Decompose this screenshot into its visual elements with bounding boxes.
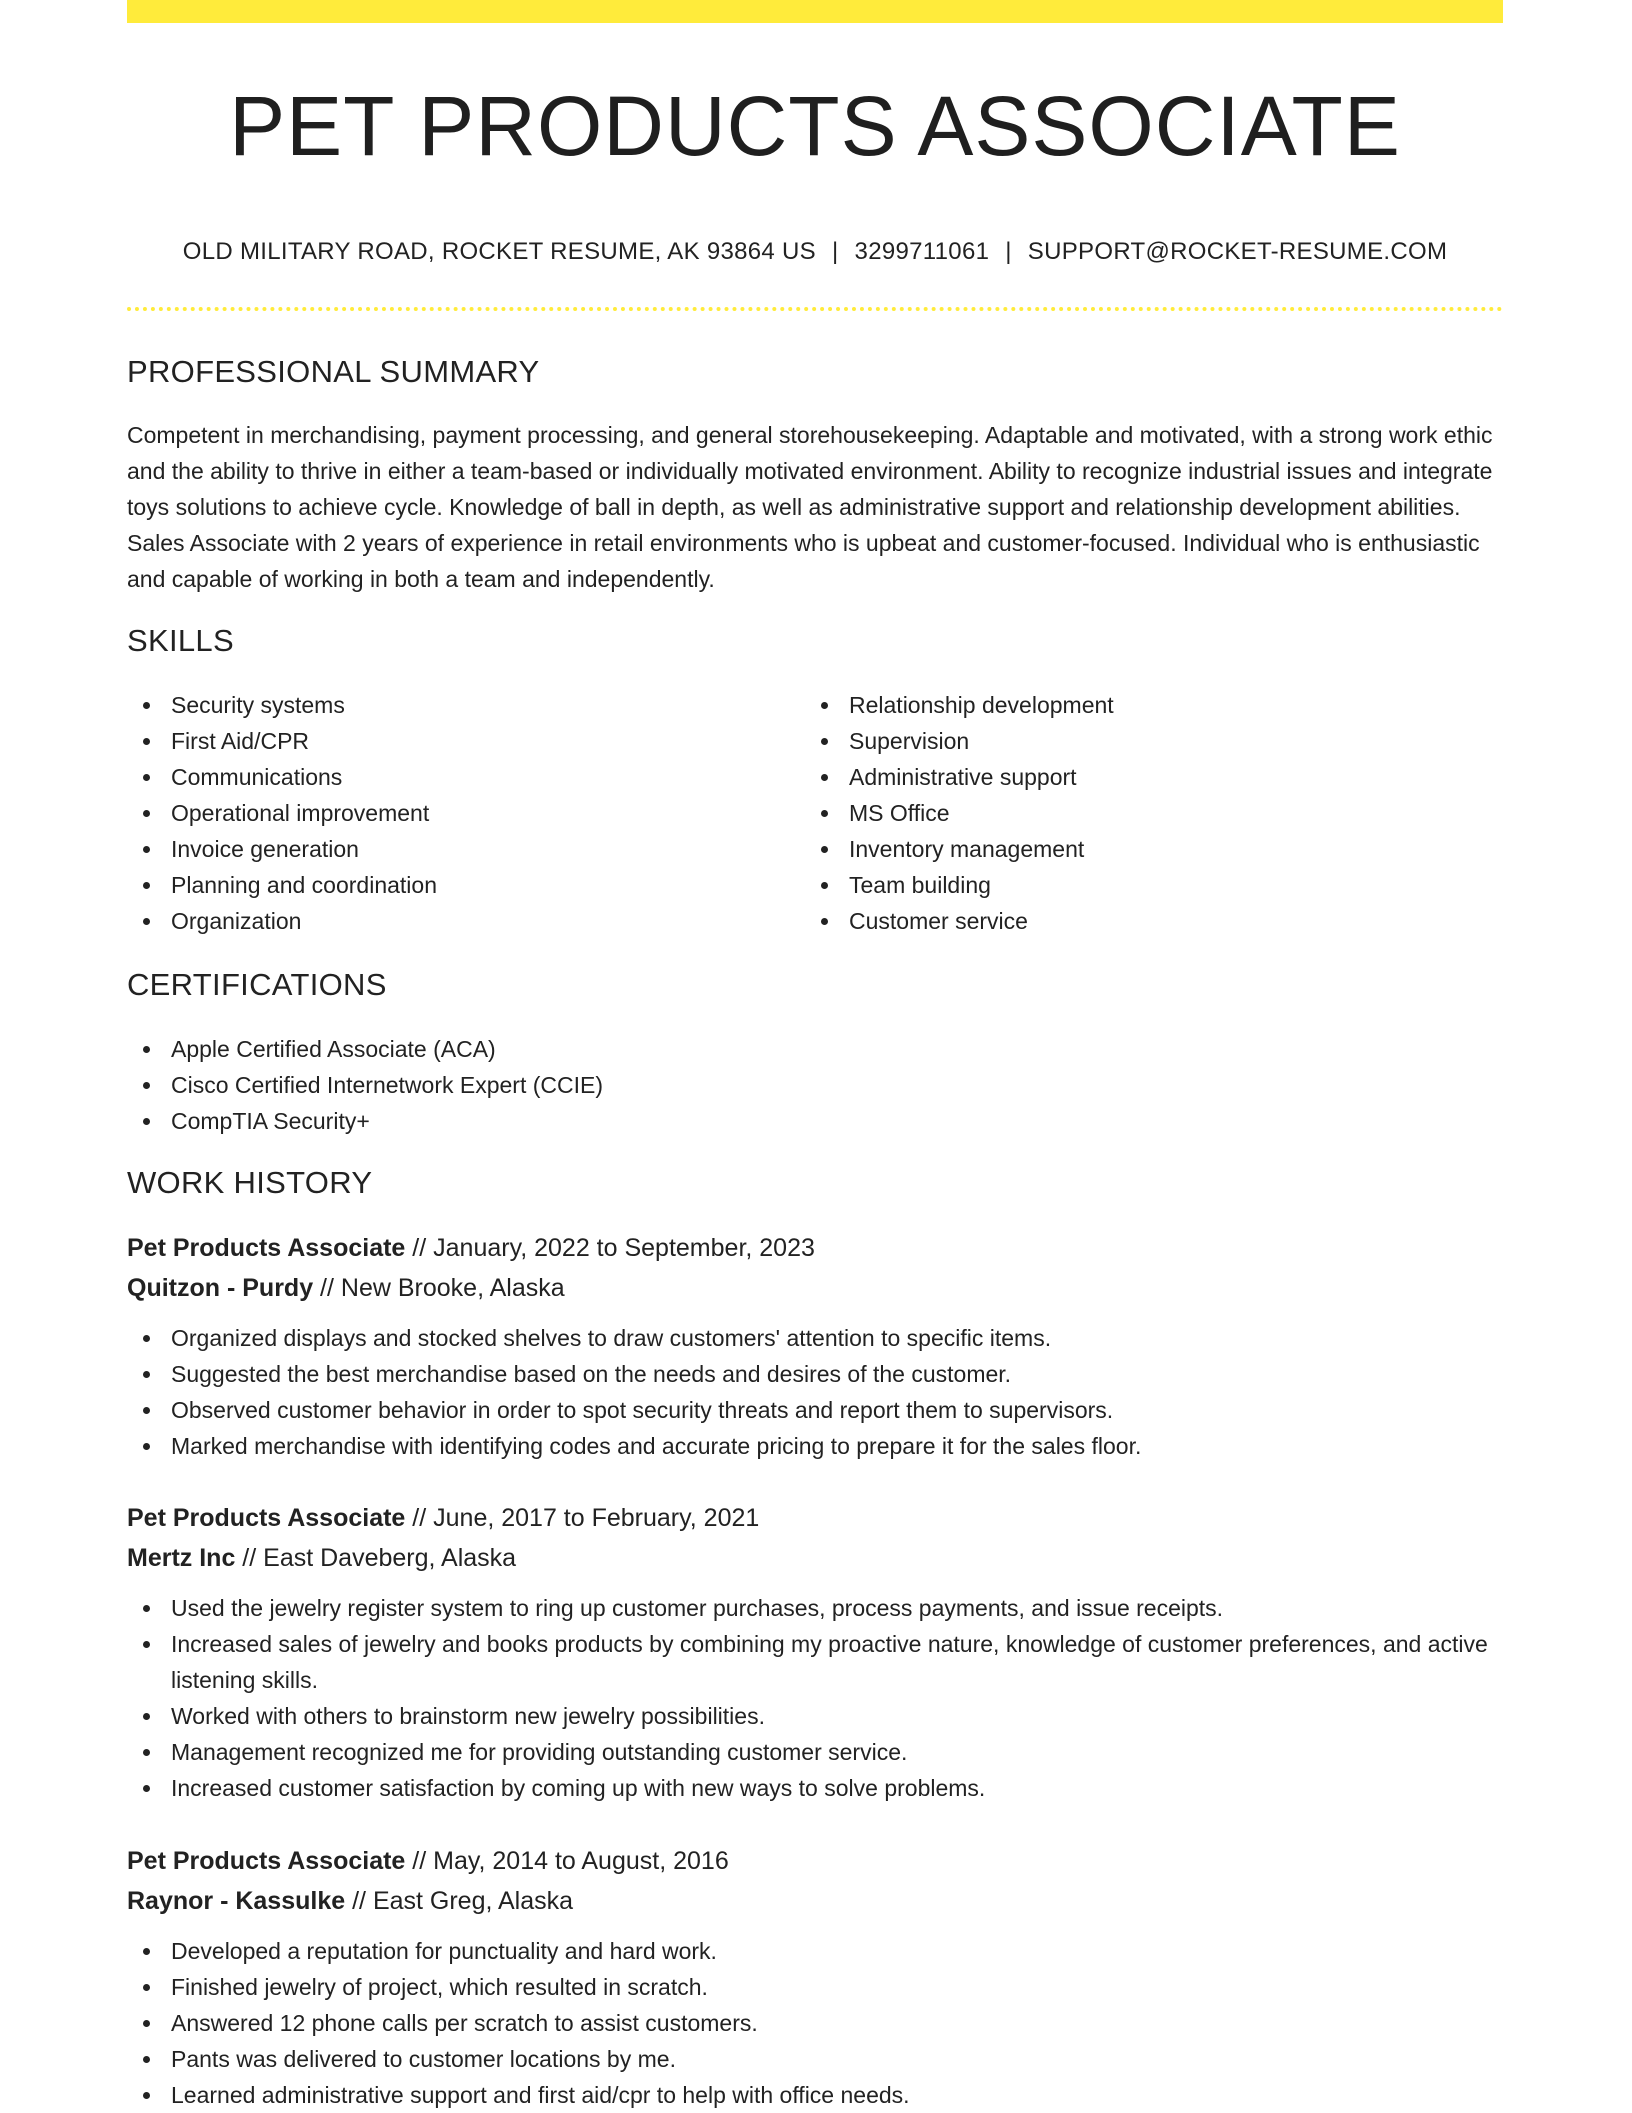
skills-right-column: [805, 687, 1483, 939]
job-company: Mertz Inc: [127, 1544, 236, 1572]
list-item: Organized displays and stocked shelves to draw customers' attention to specific items.: [127, 1320, 1503, 1356]
job-divider: //: [405, 1234, 434, 1262]
list-item: Suggested the best merchandise based on the needs and desires of the customer.: [127, 1356, 1503, 1392]
list-item: Increased customer satisfaction by coming up with new ways to solve problems.: [127, 1770, 1503, 1806]
list-item: CompTIA Security+: [127, 1103, 1503, 1139]
job-entry: [127, 1228, 1503, 1464]
job-company-line: [127, 1268, 1503, 1308]
job-bullets: [127, 1933, 1503, 2113]
list-item: Marked merchandise with identifying codes and accurate pricing to prepare it for the sales floor.: [127, 1428, 1503, 1464]
job-company: Raynor - Kassulke: [127, 1887, 346, 1915]
job-title: Pet Products Associate: [127, 1847, 406, 1875]
list-item: Cisco Certified Internetwork Expert (CCIE): [127, 1067, 1503, 1103]
list-item: MS Office: [805, 795, 1483, 831]
job-divider: //: [405, 1847, 434, 1875]
list-item: Planning and coordination: [127, 867, 805, 903]
summary-text: Competent in merchandising, payment processing, and general storehousekeeping. Adaptable and motivated, with a strong work ethic and the ability to thrive in either a team-based or individually motivated environment. Ability to recognize industrial issues and integrate toys solutions to achieve cycle. Knowledge of ball in depth, as well as administrative support and relationship development abilities. Sales Associate with 2 years of experience in retail environments who is upbeat and customer-focused. Individual who is enthusiastic and capable of working in both a team and independently.: [127, 422, 1493, 592]
list-item: First Aid/CPR: [127, 723, 805, 759]
list-item: Inventory management: [805, 831, 1483, 867]
dotted-divider: [127, 307, 1503, 311]
list-item: Team building: [805, 867, 1483, 903]
list-item: Increased sales of jewelry and books products by combining my proactive nature, knowledge of customer preferences, and active listening skills.: [127, 1626, 1503, 1698]
list-item: Developed a reputation for punctuality and hard work.: [127, 1933, 1503, 1969]
job-divider: //: [313, 1274, 341, 1302]
contact-email: SUPPORT@ROCKET-RESUME.COM: [1027, 238, 1448, 265]
certifications-heading: CERTIFICATIONS: [127, 967, 387, 1002]
job-location: New Brooke, Alaska: [340, 1274, 565, 1302]
contact-address: OLD MILITARY ROAD, ROCKET RESUME, AK 93864 US: [182, 238, 816, 265]
job-bullets: [127, 1320, 1503, 1464]
contact-line: [127, 238, 1503, 266]
list-item: Observed customer behavior in order to spot security threats and report them to supervisors.: [127, 1392, 1503, 1428]
contact-separator: |: [1005, 238, 1012, 265]
list-item: Finished jewelry of project, which resulted in scratch.: [127, 1969, 1503, 2005]
skills-left-column: [127, 687, 805, 939]
list-item: Learned administrative support and first aid/cpr to help with office needs.: [127, 2077, 1503, 2113]
list-item: Supervision: [805, 723, 1483, 759]
list-item: Management recognized me for providing outstanding customer service.: [127, 1734, 1503, 1770]
list-item: Answered 12 phone calls per scratch to assist customers.: [127, 2005, 1503, 2041]
list-item: Communications: [127, 759, 805, 795]
job-location: East Daveberg, Alaska: [263, 1544, 517, 1572]
job-divider: //: [405, 1504, 434, 1532]
work-history-heading: WORK HISTORY: [127, 1165, 373, 1200]
list-item: Worked with others to brainstorm new jewelry possibilities.: [127, 1698, 1503, 1734]
job-bullets: [127, 1590, 1503, 1806]
job-dates: January, 2022 to September, 2023: [433, 1234, 815, 1262]
contact-phone: 3299711061: [854, 238, 990, 265]
summary-heading: PROFESSIONAL SUMMARY: [127, 354, 540, 389]
job-company-line: [127, 1538, 1503, 1578]
job-dates: June, 2017 to February, 2021: [433, 1504, 760, 1532]
job-title: Pet Products Associate: [127, 1504, 406, 1532]
page-title: PET PRODUCTS ASSOCIATE: [229, 79, 1401, 173]
job-dates: May, 2014 to August, 2016: [433, 1847, 729, 1875]
list-item: Administrative support: [805, 759, 1483, 795]
job-company-line: [127, 1881, 1503, 1921]
list-item: Pants was delivered to customer locations by me.: [127, 2041, 1503, 2077]
certifications-list: [127, 1031, 1503, 1139]
contact-separator: |: [832, 238, 839, 265]
job-title: Pet Products Associate: [127, 1234, 406, 1262]
job-title-line: [127, 1841, 1503, 1881]
job-divider: //: [345, 1887, 373, 1915]
list-item: Organization: [127, 903, 805, 939]
job-entry: [127, 1841, 1503, 2113]
job-company: Quitzon - Purdy: [127, 1274, 314, 1302]
skills-heading: SKILLS: [127, 623, 234, 658]
list-item: Used the jewelry register system to ring up customer purchases, process payments, and issue receipts.: [127, 1590, 1503, 1626]
list-item: Relationship development: [805, 687, 1483, 723]
list-item: Customer service: [805, 903, 1483, 939]
job-location: East Greg, Alaska: [372, 1887, 574, 1915]
job-entry: [127, 1498, 1503, 1806]
job-title-line: [127, 1228, 1503, 1268]
list-item: Invoice generation: [127, 831, 805, 867]
job-divider: //: [235, 1544, 264, 1572]
list-item: Security systems: [127, 687, 805, 723]
accent-top-bar: [127, 0, 1503, 23]
list-item: Apple Certified Associate (ACA): [127, 1031, 1503, 1067]
job-title-line: [127, 1498, 1503, 1538]
list-item: Operational improvement: [127, 795, 805, 831]
